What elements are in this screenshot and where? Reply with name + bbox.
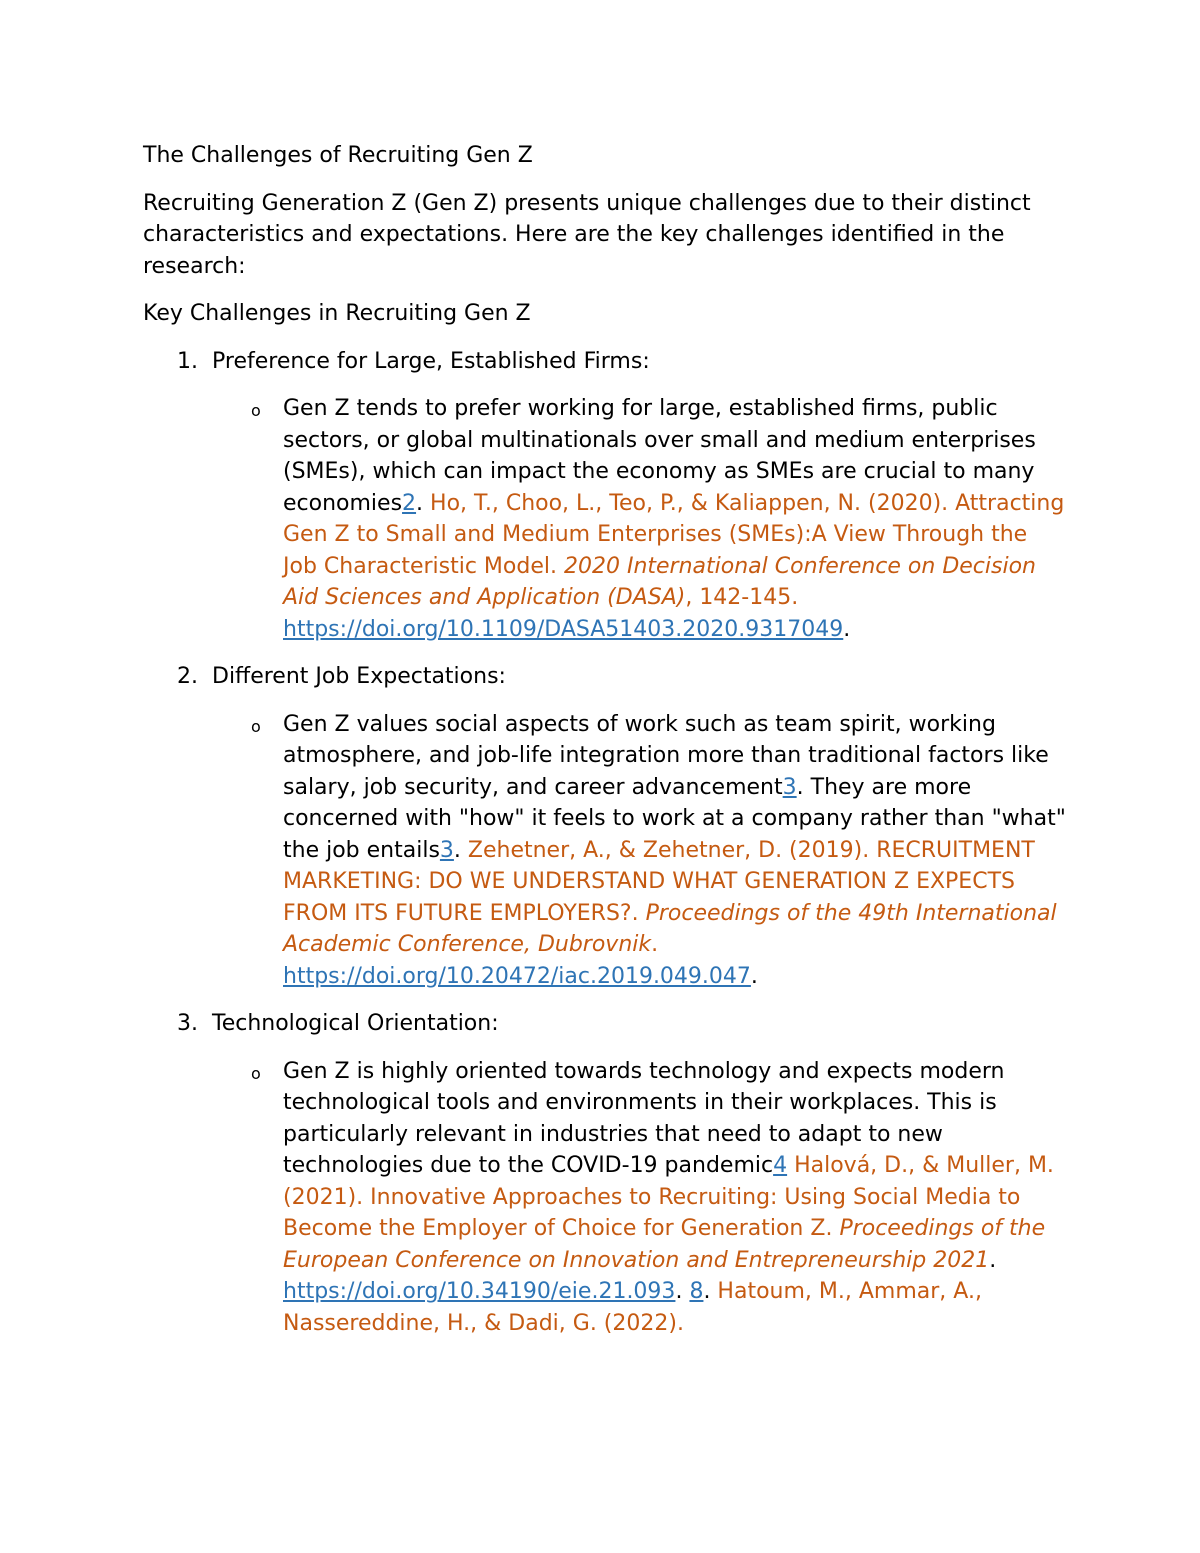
- list-item-label: Preference for Large, Established Firms:: [212, 348, 650, 374]
- sub-bullet-1: [143, 393, 1073, 645]
- body-text: Gen Z is highly oriented towards technology and expects modern technological tools and environments in their workplaces. This is particularly relevant in industries that need to adapt to new technologies due to the COVID-19 pandemic: [283, 1058, 1005, 1178]
- body-text: Gen Z tends to prefer working for large, established firms, public sectors, or global multinationals over small and medium enterprises (SMEs), which can impact the economy as SMEs are crucial to many economies: [283, 396, 1036, 516]
- bullet-text: [283, 709, 1068, 993]
- citation-text: Hatoum, M., Ammar, A., Nassereddine, H., & Dadi, G. (2022).: [283, 1279, 982, 1336]
- reference-link[interactable]: 3: [439, 837, 454, 863]
- hollow-bullet-icon: o: [251, 716, 261, 736]
- list-number: 1.: [177, 348, 198, 374]
- doi-link[interactable]: https://doi.org/10.34190/eie.21.093: [283, 1279, 676, 1304]
- bullet-text: [283, 1056, 1068, 1340]
- period: .: [750, 963, 758, 989]
- reference-link[interactable]: 4: [773, 1153, 788, 1178]
- list-number: 3.: [177, 1011, 198, 1036]
- citation-tail: .: [989, 1247, 997, 1273]
- list-item-2: [143, 661, 1073, 693]
- list-item-3: [143, 1008, 1073, 1040]
- body-text: . They are more concerned with "how" it feels to work at a company rather than "what" the job entails: [283, 774, 1066, 863]
- citation-tail: .: [651, 932, 659, 957]
- list-item-label: Technological Orientation:: [212, 1011, 499, 1036]
- period: .: [453, 837, 461, 863]
- bullet-text: [283, 393, 1068, 645]
- citation-source: Proceedings of the 49th International Academic Conference, Dubrovnik: [283, 900, 1057, 957]
- body-text: Gen Z values social aspects of work such as team spirit, working atmosphere, and job-life integration more than traditional factors like salary, job security, and career advancement: [283, 711, 1049, 800]
- period: .: [416, 490, 424, 516]
- list-item-1: [143, 346, 1073, 378]
- doi-link[interactable]: https://doi.org/10.20472/iac.2019.049.047: [283, 963, 751, 989]
- list-number: 2.: [177, 664, 198, 689]
- citation-text: Ho, T., Choo, L., Teo, P., & Kaliappen, N. (2020). Attracting Gen Z to Small and Medium Enterprises (SMEs):A View Through the Job Characteristic Model.: [283, 490, 1065, 579]
- period: .: [703, 1279, 711, 1304]
- doi-link[interactable]: https://doi.org/10.1109/DASA51403.2020.9317049: [283, 616, 844, 642]
- citation-text: Halová, D., & Muller, M. (2021). Innovative Approaches to Recruiting: Using Social Media to Become the Employer of Choice for Generation Z.: [283, 1153, 1054, 1241]
- section-heading: Key Challenges in Recruiting Gen Z: [143, 301, 531, 326]
- document-page: [143, 140, 1073, 1355]
- reference-link[interactable]: 3: [782, 774, 797, 800]
- reference-link[interactable]: 8: [689, 1279, 704, 1304]
- sub-bullet-3: [143, 1056, 1073, 1340]
- citation-pages: , 142-145.: [685, 585, 799, 610]
- hollow-bullet-icon: o: [251, 401, 261, 420]
- citation-source: 2020 International Conference on Decision Aid Sciences and Application (DASA): [283, 553, 1036, 610]
- list-item-label: Different Job Expectations:: [212, 664, 506, 689]
- period: .: [843, 616, 851, 642]
- document-title: The Challenges of Recruiting Gen Z: [143, 143, 533, 168]
- hollow-bullet-icon: o: [251, 1063, 261, 1083]
- sub-bullet-2: [143, 709, 1073, 993]
- reference-link[interactable]: 2: [402, 490, 417, 516]
- citation-source: Proceedings of the European Conference on Innovation and Entrepreneurship 2021: [283, 1216, 1046, 1273]
- citation-text: Zehetner, A., & Zehetner, D. (2019). RECRUITMENT MARKETING: DO WE UNDERSTAND WHAT GENERATION Z EXPECTS FROM ITS FUTURE EMPLOYERS?.: [283, 837, 1035, 926]
- separator: .: [675, 1279, 690, 1304]
- intro-paragraph: Recruiting Generation Z (Gen Z) presents unique challenges due to their distinct characteristics and expectations. Here are the key challenges identified in the research:: [143, 190, 1031, 279]
